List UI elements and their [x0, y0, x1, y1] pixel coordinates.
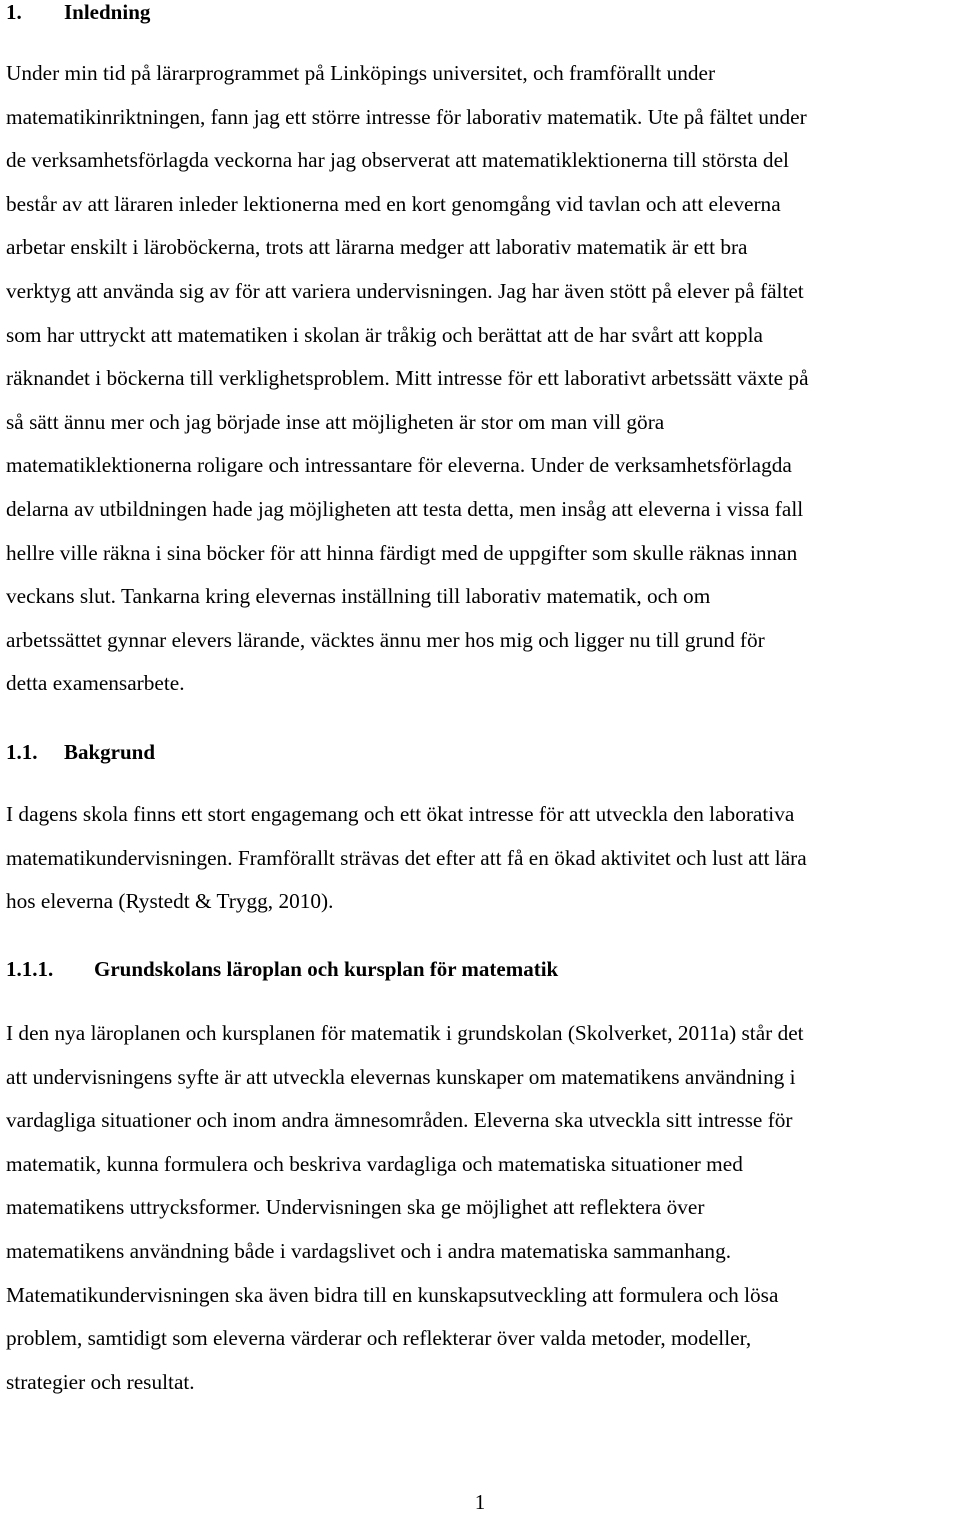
- text-line: hos eleverna (Rystedt & Trygg, 2010).: [6, 889, 334, 914]
- text-line: att undervisningens syfte är att utveckla elevernas kunskaper om matematikens användning i: [6, 1064, 796, 1089]
- paragraph-inledning: [6, 52, 958, 706]
- text-line: matematikens användning både i vardagslivet och i andra matematiska sammanhang.: [6, 1238, 732, 1263]
- text-line: detta examensarbete.: [6, 671, 185, 696]
- text-line: består av att läraren inleder lektionerna med en kort genomgång vid tavlan och att eleverna: [6, 191, 781, 216]
- text-line: matematikundervisningen. Framförallt strävas det efter att få en ökad aktivitet och lust att lära: [6, 845, 807, 870]
- text-line: så sätt ännu mer och jag började inse att möjligheten är stor om man vill göra: [6, 409, 665, 434]
- text-line: Matematikundervisningen ska även bidra till en kunskapsutveckling att formulera och lösa: [6, 1282, 779, 1307]
- text-line: räknandet i böckerna till verklighetsproblem. Mitt intresse för ett laborativt arbetssätt växte på: [6, 366, 809, 391]
- heading-number: 1.1.: [6, 740, 38, 764]
- text-line: arbetssättet gynnar elevers lärande, väcktes ännu mer hos mig och ligger nu till grund för: [6, 627, 765, 652]
- text-line: matematikens uttrycksformer. Undervisningen ska ge möjlighet att reflektera över: [6, 1195, 705, 1220]
- text-line: de verksamhetsförlagda veckorna har jag observerat att matematiklektionerna till största del: [6, 148, 789, 173]
- heading-inledning: [6, 0, 151, 24]
- text-line: Under min tid på lärarprogrammet på Linköpings universitet, och framförallt under: [6, 61, 716, 85]
- text-line: I den nya läroplanen och kursplanen för matematik i grundskolan (Skolverket, 2011a) står det: [6, 1021, 804, 1045]
- text-line: arbetar enskilt i läroböckerna, trots att lärarna medger att laborativ matematik är ett bra: [6, 235, 748, 260]
- text-line: som har uttryckt att matematiken i skolan är tråkig och berättat att de har svårt att koppla: [6, 322, 763, 347]
- text-line: I dagens skola finns ett stort engagemang och ett ökat intresse för att utveckla den laborativa: [6, 802, 795, 826]
- paragraph-bakgrund: [6, 793, 958, 924]
- text-line: matematik, kunna formulera och beskriva vardagliga och matematiska situationer med: [6, 1151, 743, 1176]
- text-line: matematikinriktningen, fann jag ett större intresse för laborativ matematik. Ute på fältet under: [6, 104, 807, 129]
- text-line: verktyg att använda sig av för att variera undervisningen. Jag har även stött på elever på fältet: [6, 278, 804, 303]
- text-line: vardagliga situationer och inom andra ämnesområden. Eleverna ska utveckla sitt intresse för: [6, 1108, 793, 1133]
- text-line: matematiklektionerna roligare och intressantare för eleverna. Under de verksamhetsförlagda: [6, 453, 792, 478]
- page-number: 1: [474, 1490, 486, 1514]
- heading-title: Inledning: [64, 0, 151, 24]
- heading-title: Bakgrund: [64, 740, 156, 764]
- text-line: problem, samtidigt som eleverna värderar och reflekterar över valda metoder, modeller,: [6, 1326, 752, 1351]
- heading-number: 1.: [6, 0, 22, 24]
- text-line: strategier och resultat.: [6, 1369, 195, 1394]
- heading-bakgrund: [6, 740, 156, 764]
- text-line: delarna av utbildningen hade jag möjligheten att testa detta, men insåg att eleverna i vissa fall: [6, 496, 804, 521]
- heading-number: 1.1.1.: [6, 957, 54, 981]
- text-line: hellre ville räkna i sina böcker för att hinna färdigt med de uppgifter som skulle räknas innan: [6, 540, 798, 565]
- paragraph-laroplan: [6, 1012, 958, 1404]
- heading-title: Grundskolans läroplan och kursplan för matematik: [94, 957, 559, 981]
- heading-laroplan: [6, 957, 559, 981]
- text-line: veckans slut. Tankarna kring elevernas inställning till laborativ matematik, och om: [6, 584, 711, 609]
